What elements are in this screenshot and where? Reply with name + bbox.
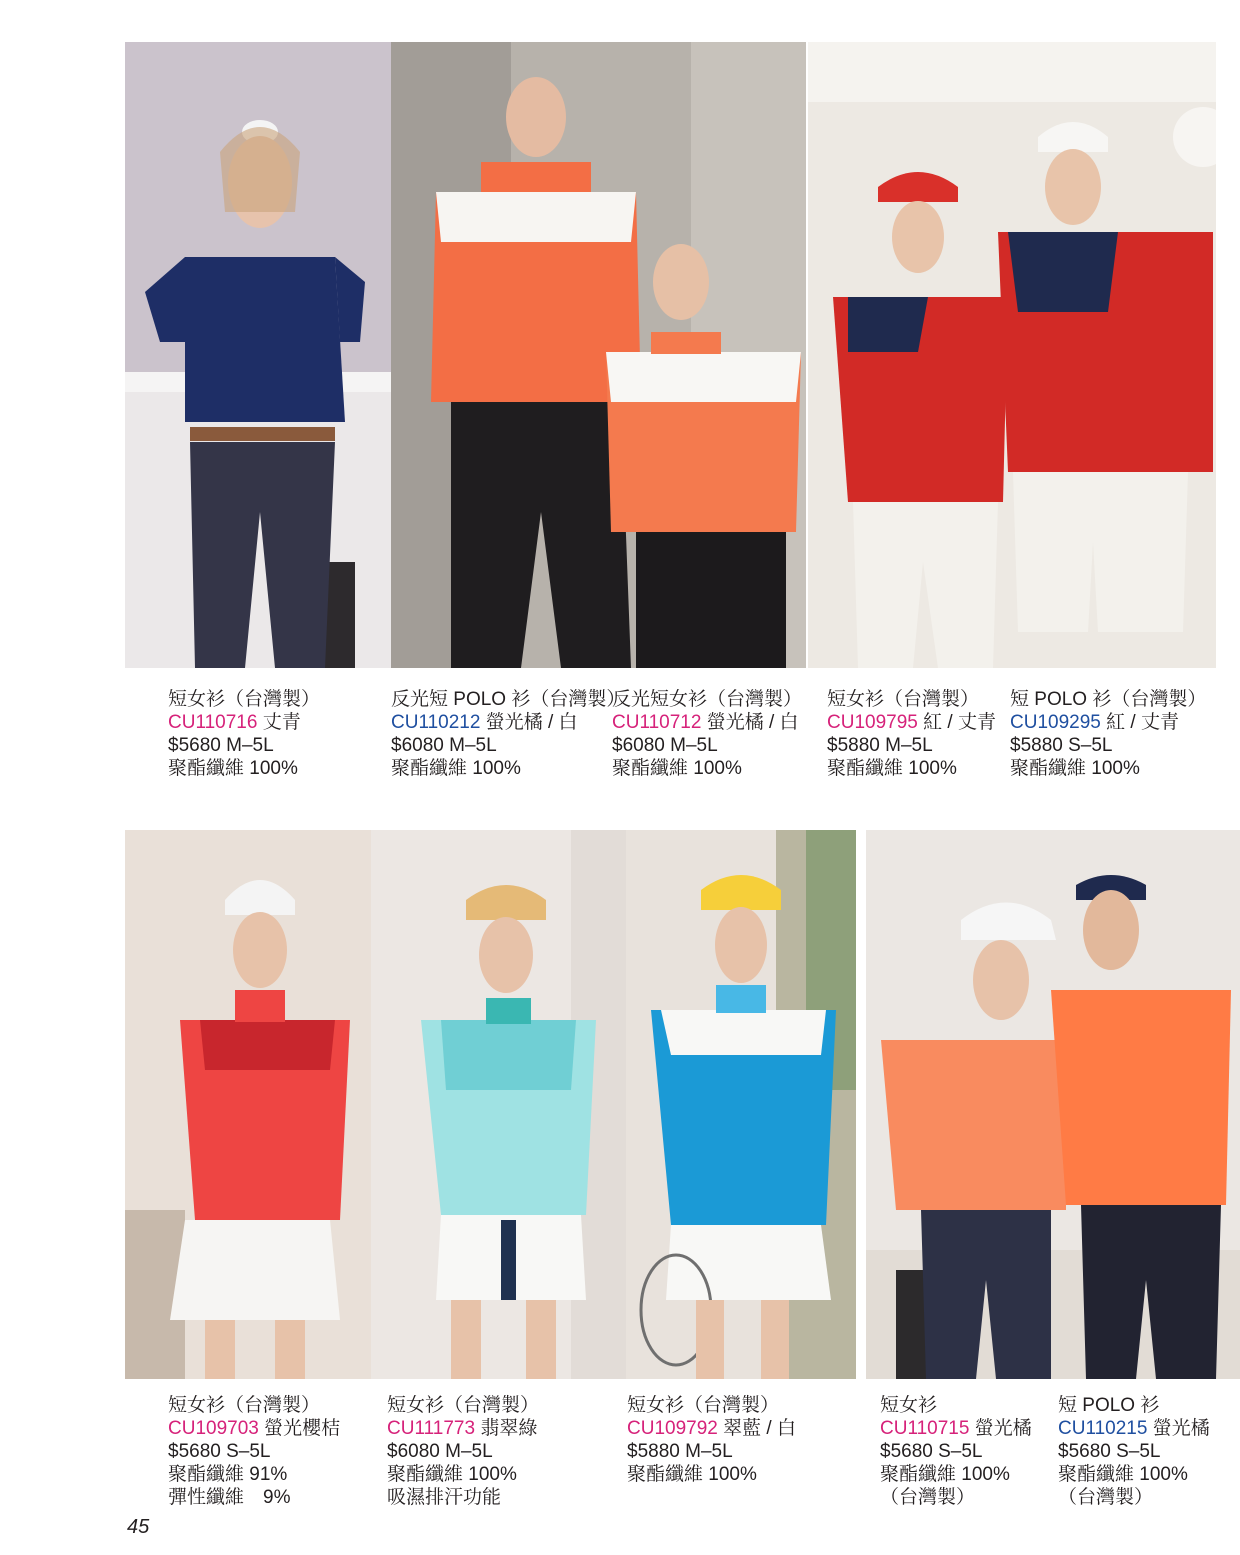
product-material: 聚酯纖維 100% <box>391 758 521 779</box>
product-price-size: $6080 M–5L <box>387 1441 493 1462</box>
product-photo-cu111773 <box>371 830 626 1379</box>
product-category: 反光短 POLO 衫（台灣製） <box>391 689 626 710</box>
product-material: 聚酯纖維 91% <box>168 1464 288 1485</box>
product-price-size: $5680 S–5L <box>168 1441 271 1462</box>
product-caption-cu110212 <box>391 688 625 780</box>
product-code-line <box>168 711 320 734</box>
product-caption-cu111773 <box>387 1394 539 1509</box>
product-photo-cu109703 <box>125 830 371 1379</box>
product-caption-cu109703 <box>168 1394 340 1509</box>
product-caption-cu109792 <box>627 1394 796 1486</box>
product-material: 聚酯纖維 100% <box>387 1464 517 1485</box>
product-code-line <box>627 1417 796 1440</box>
product-material: 聚酯纖維 100% <box>612 758 742 779</box>
product-extra: （台灣製） <box>880 1487 976 1508</box>
product-caption-cu110716 <box>168 688 320 780</box>
product-color: 螢光橘 / 白 <box>485 712 578 733</box>
product-code: CU110715 <box>880 1418 970 1439</box>
product-code: CU110212 <box>391 712 481 733</box>
product-color: 丈青 <box>262 712 301 733</box>
product-price-size: $5680 M–5L <box>168 735 274 756</box>
product-photo-cu109795-cu109295 <box>808 42 1216 668</box>
product-price-size: $5880 M–5L <box>827 735 933 756</box>
product-photo-cu109792 <box>626 830 856 1379</box>
product-material: 聚酯纖維 100% <box>627 1464 757 1485</box>
product-caption-cu109795 <box>827 688 996 780</box>
product-category: 短女衫（台灣製） <box>387 1395 540 1416</box>
product-material: 聚酯纖維 100% <box>880 1464 1010 1485</box>
product-category: 短女衫 <box>880 1395 938 1416</box>
product-caption-cu109295 <box>1010 688 1206 780</box>
product-price-size: $6080 M–5L <box>612 735 718 756</box>
product-caption-cu110215 <box>1058 1394 1210 1509</box>
product-code-line <box>387 1417 539 1440</box>
product-price-size: $5880 S–5L <box>1010 735 1113 756</box>
product-photo-cu110716 <box>125 42 391 668</box>
product-code-line <box>880 1417 1032 1440</box>
product-material: 聚酯纖維 100% <box>827 758 957 779</box>
product-material: 聚酯纖維 100% <box>1058 1464 1188 1485</box>
product-caption-cu110712 <box>612 688 802 780</box>
product-color: 螢光橘 <box>1152 1418 1210 1439</box>
product-color: 翠藍 / 白 <box>723 1418 796 1439</box>
product-category: 短女衫（台灣製） <box>627 1395 780 1416</box>
product-code-line <box>827 711 996 734</box>
product-category: 短 POLO 衫 <box>1058 1395 1160 1416</box>
product-color: 螢光橘 / 白 <box>706 712 799 733</box>
product-extra: 彈性纖維 9% <box>168 1487 291 1508</box>
product-code: CU109795 <box>827 712 918 733</box>
product-price-size: $6080 M–5L <box>391 735 497 756</box>
product-code: CU109295 <box>1010 712 1101 733</box>
product-category: 反光短女衫（台灣製） <box>612 689 803 710</box>
product-price-size: $5880 M–5L <box>627 1441 733 1462</box>
product-code: CU110712 <box>612 712 702 733</box>
product-color: 紅 / 丈青 <box>923 712 996 733</box>
product-extra: （台灣製） <box>1058 1487 1154 1508</box>
product-code-line <box>391 711 625 734</box>
product-code-line <box>1010 711 1206 734</box>
product-material: 聚酯纖維 100% <box>168 758 298 779</box>
product-code-line <box>612 711 802 734</box>
page-number: 45 <box>127 1516 150 1538</box>
product-category: 短 POLO 衫（台灣製） <box>1010 689 1207 710</box>
product-color: 螢光橘 <box>974 1418 1032 1439</box>
product-price-size: $5680 S–5L <box>1058 1441 1161 1462</box>
product-material: 聚酯纖維 100% <box>1010 758 1140 779</box>
product-code-line <box>1058 1417 1210 1440</box>
product-color: 翡翠綠 <box>480 1418 538 1439</box>
product-category: 短女衫（台灣製） <box>168 1395 321 1416</box>
product-code: CU111773 <box>387 1418 476 1439</box>
product-color: 螢光櫻桔 <box>264 1418 341 1439</box>
product-caption-cu110715 <box>880 1394 1032 1509</box>
product-category: 短女衫（台灣製） <box>168 689 321 710</box>
product-photo-cu110715-cu110215 <box>866 830 1240 1379</box>
product-code: CU110716 <box>168 712 258 733</box>
product-color: 紅 / 丈青 <box>1106 712 1179 733</box>
product-price-size: $5680 S–5L <box>880 1441 983 1462</box>
product-code: CU110215 <box>1058 1418 1148 1439</box>
product-code: CU109792 <box>627 1418 718 1439</box>
product-photo-cu110212-cu110712 <box>391 42 806 668</box>
product-extra: 吸濕排汗功能 <box>387 1487 502 1508</box>
product-category: 短女衫（台灣製） <box>827 689 980 710</box>
product-code-line <box>168 1417 340 1440</box>
product-code: CU109703 <box>168 1418 259 1439</box>
